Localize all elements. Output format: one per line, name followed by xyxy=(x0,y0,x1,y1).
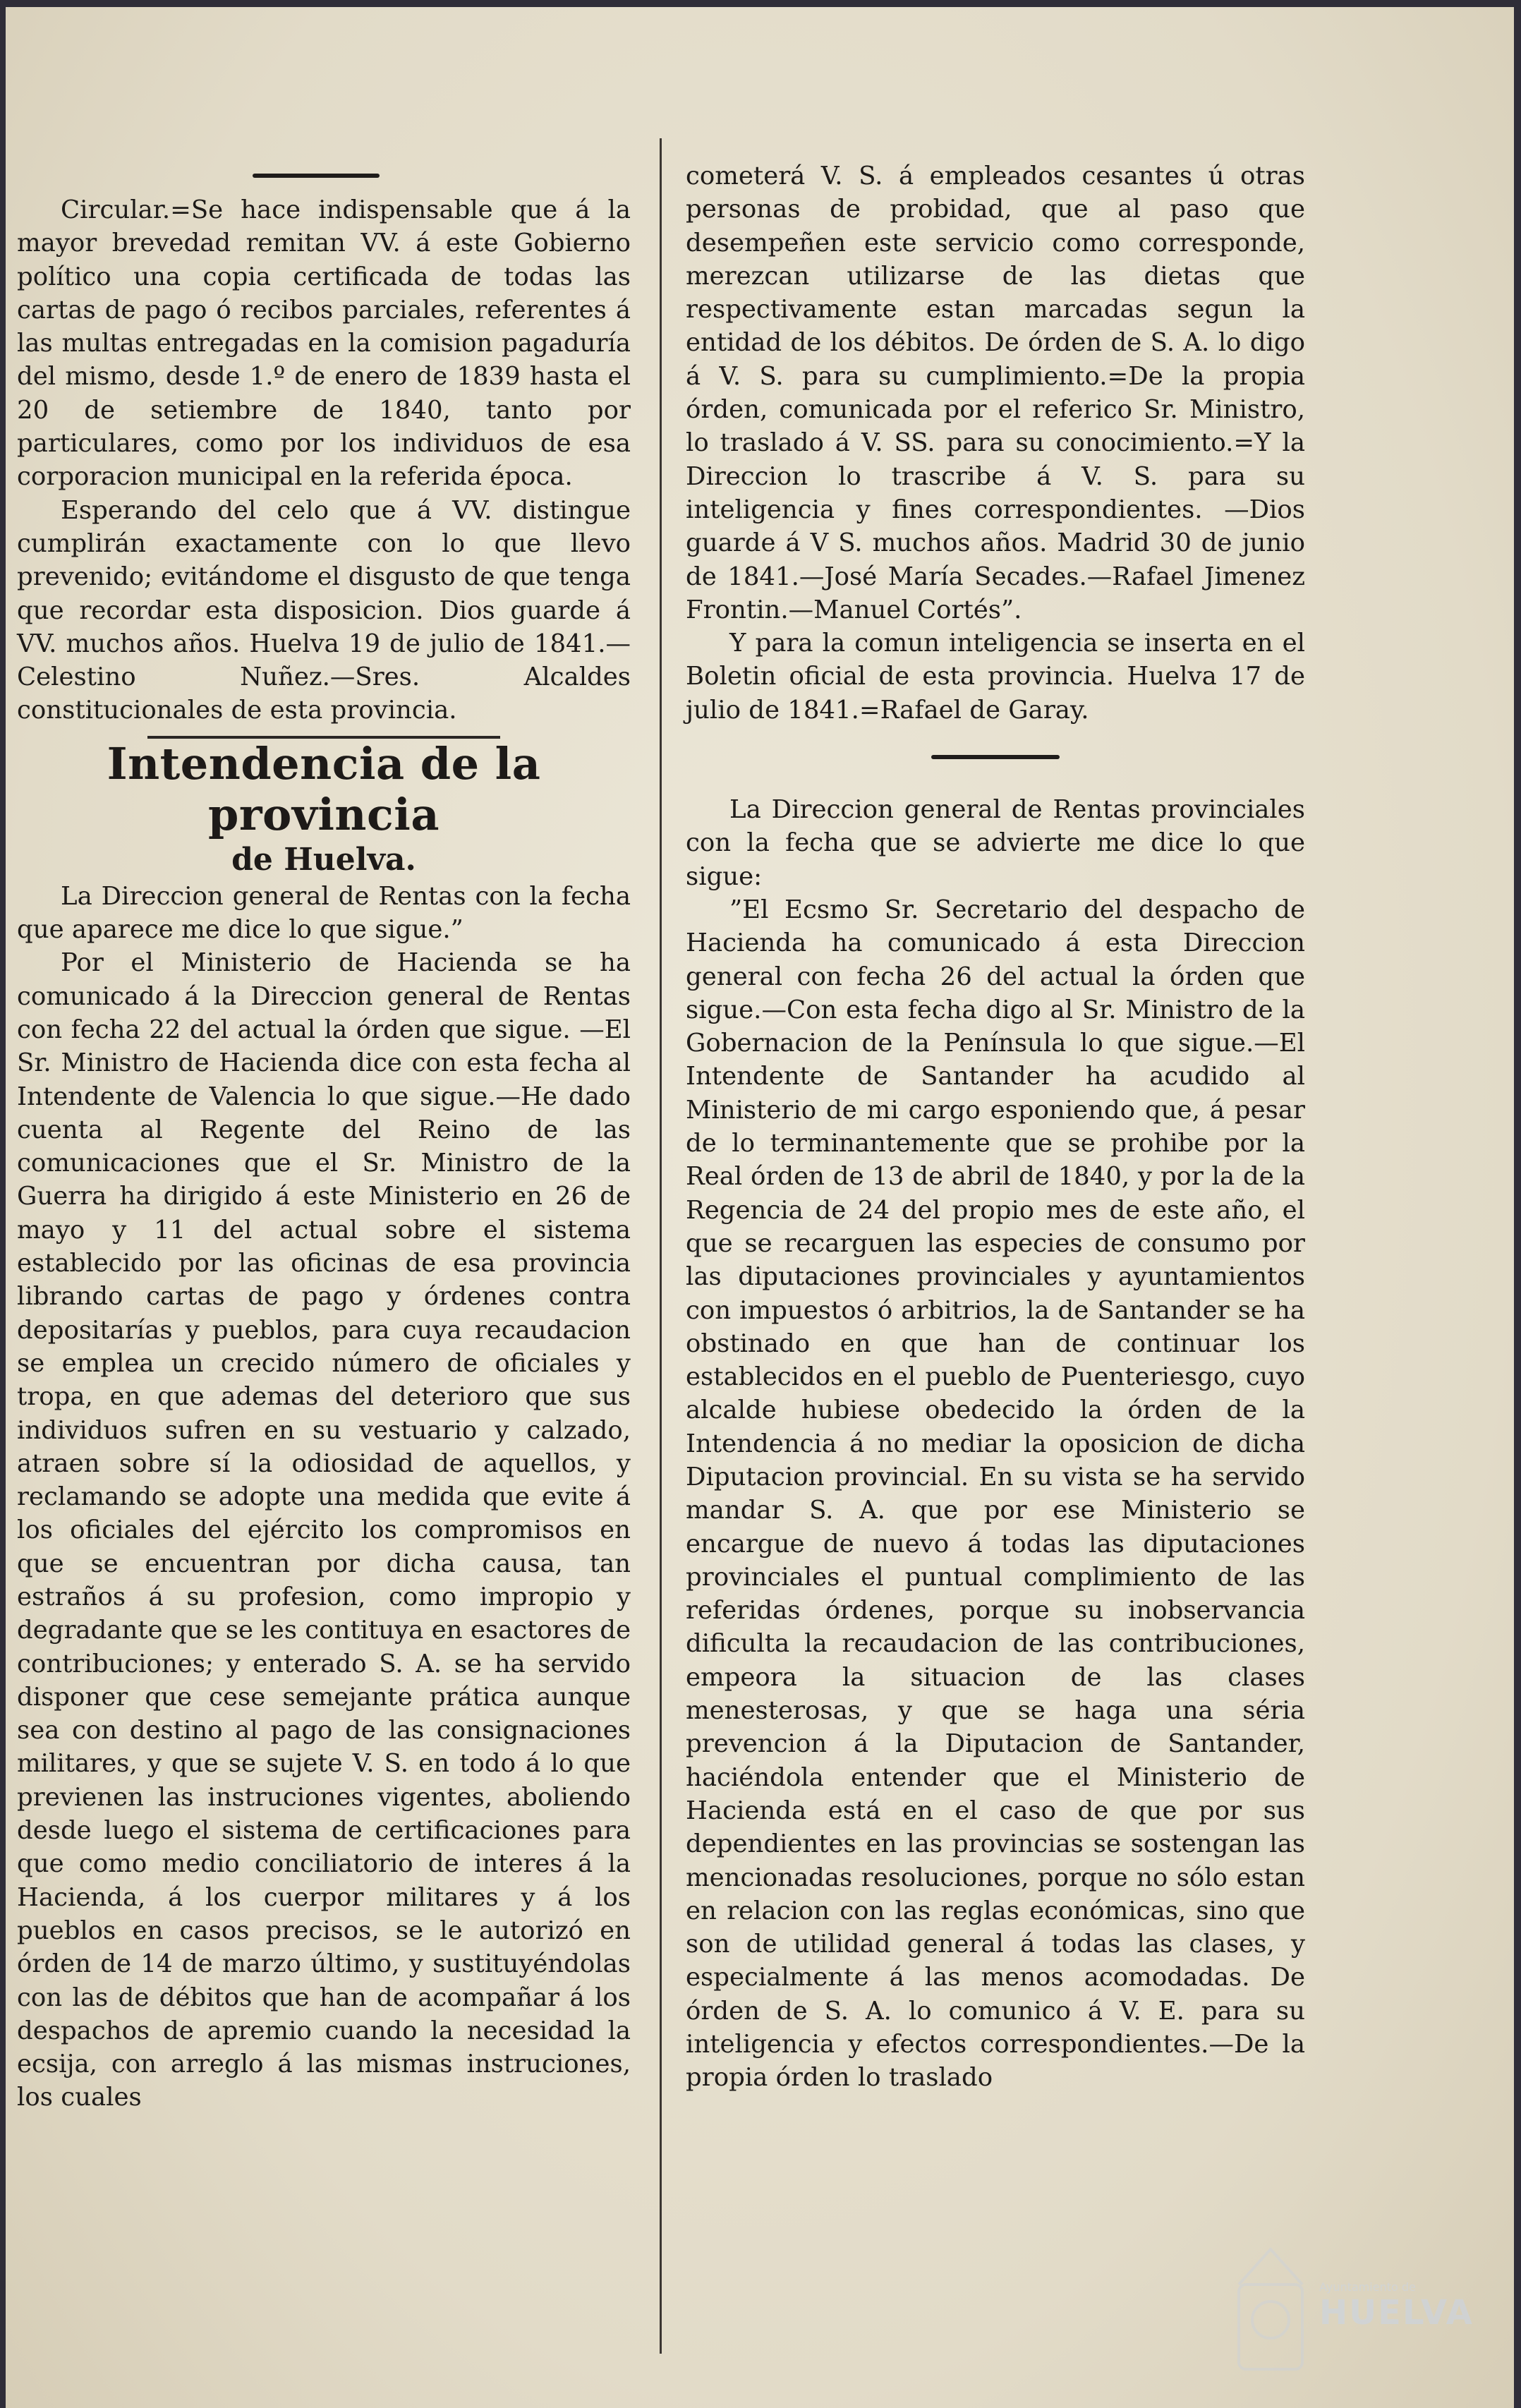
article-rule xyxy=(931,755,1060,759)
watermark-line2: HUELVA xyxy=(1319,2293,1474,2333)
section-subtitle: de Huelva. xyxy=(231,841,416,878)
left-column xyxy=(17,159,631,2114)
right-column xyxy=(686,159,1305,2095)
watermark-text xyxy=(1319,2280,1496,2331)
right-edge xyxy=(1514,0,1521,2408)
left-edge xyxy=(0,0,6,2408)
rentas-order-paragraph: ”El Ecsmo Sr. Secretario del despacho de Hacienda ha comunicado á esta Direccion general con fecha 26 del actual la órden que sigue.—Con esta fecha digo al Sr. Ministro de la Gobernacion de la Península lo que sigue.—El Intendente de Santander ha acudido al Ministerio de mi cargo esponiendo que, á pesar de lo terminantemente que se prohibe por la Real órden de 13 de abril de 1840, y por la de la Regencia de 24 del propio mes de este año, el que se recarguen las especies de consumo por las diputaciones provinciales y ayuntamientos con impuestos ó arbitrios, la de Santander se ha obstinado en que han de continuar los establecidos en el pueblo de Puenteriesgo, cuyo alcalde hubiese obedecido la órden de la Intendencia á no mediar la oposicion de dicha Diputacion provincial. En su vista se ha servido mandar S. A. que por ese Ministerio se encargue de nuevo á todas las diputaciones provinciales el puntual complimiento de las referidas órdenes, porque su inobservancia dificulta la recaudacion de las contribuciones, empeora la situacion de las clases menesterosas, y que se haga una séria prevencion á la Diputacion de Santander, haciéndola entender que el Ministerio de Hacienda está en el caso de que por sus dependientes en las provincias se sostengan las mencionadas resoluciones, porque no sólo estan en relacion con las reglas económicas, sino que son de utilidad general á todas las clases, y especialmente á las menos acomodadas. De órden de S. A. lo comunico á V. E. para su inteligencia y efectos correspondientes.—De la propia órden lo traslado xyxy=(686,895,1305,2093)
watermark-line1: Ayuntamiento de xyxy=(1319,2280,1416,2294)
closing-paragraph: Esperando del celo que á VV. distingue cumplirán exactamente con lo que llevo prevenido; evitándome el disgusto de que tenga que recordar esta disposicion. Dios guarde á VV. muchos años. Huelva 19 de julio de 1841.—Celestino Nuñez.—Sres. Alcaldes constitucionales de esta provincia. xyxy=(17,495,631,725)
intro-paragraph: La Direccion general de Rentas con la fecha que aparece me dice lo que sigue.” xyxy=(17,881,631,945)
continuation-paragraph: cometerá V. S. á empleados cesantes ú otras personas de probidad, que al paso que desempeñen este servicio como corresponde, merezcan utilizarse de las dietas que respectivamente estan marcadas segun la entidad de los débitos. De órden de S. A. lo digo á V. S. para su cumplimiento.=De la propia órden, comunicada por el referico Sr. Ministro, lo traslado á V. SS. para su conocimiento.=Y la Direccion lo trascribe á V. S. para su inteligencia y fines correspondientes. —Dios guarde á V S. muchos años. Madrid 30 de junio de 1841.—José María Secades.—Rafael Jimenez Frontin.—Manuel Cortés”. xyxy=(686,162,1305,624)
rentas-intro-paragraph: La Direccion general de Rentas provinciales con la fecha que se advierte me dice lo que sigue: xyxy=(686,795,1305,891)
column-divider xyxy=(660,138,662,2354)
ministry-paragraph: Por el Ministerio de Hacienda se ha comunicado á la Direccion general de Rentas con fecha 22 del actual la órden que sigue. —El Sr. Ministro de Hacienda dice con esta fecha al Intendente de Valencia lo que sigue.—He dado cuenta al Regente del Reino de las comunicaciones que el Sr. Ministro de la Guerra ha dirigido á este Ministerio en 26 de mayo y 11 del actual sobre el sistema establecido por las oficinas de esa provincia librando cartas de pago y órdenes contra depositarías y pueblos, para cuya recaudacion se emplea un crecido número de oficiales y tropa, en que ademas del deterioro que sus individuos sufren en su vestuario y calzado, atraen sobre sí la odiosidad de aquellos, y reclamando se adopte una medida que evite á los oficiales del ejército los compromisos en que se encuentran por dicha causa, tan estraños á su profesion, como impropio y degradante que se les contituya en esactores de contribuciones; y enterado S. A. se ha servido disponer que cese semejante prática aunque sea con destino al pago de las consignaciones militares, y que se sujete V. S. en todo á lo que previenen las instruciones vigentes, aboliendo desde luego el sistema de certificaciones para que como medio conciliatorio de interes á la Hacienda, á los cuerpor militares y á los pueblos en casos precisos, se le autorizó en órden de 14 de marzo último, y sustituyéndolas con las de débitos que han de acompañar á los despachos de apremio cuando la necesidad la ecsija, con arreglo á las mismas instruciones, los cuales xyxy=(17,948,631,2112)
section-title: Intendencia de la provincia xyxy=(107,737,541,840)
circular-paragraph: Circular.=Se hace indispensable que á la mayor brevedad remitan VV. á este Gobierno político una copia certificada de todas las cartas de pago ó recibos parciales, referentes á las multas entregadas en la comision pagaduría del mismo, desde 1.º de enero de 1839 hasta el 20 de setiembre de 1840, tanto por particulares, como por los individuos de esa corporacion municipal en la referida época. xyxy=(17,195,631,492)
bulletin-notice-paragraph: Y para la comun inteligencia se inserta en el Boletin oficial de esta provincia. Huelva 17 de julio de 1841.=Rafael de Garay. xyxy=(686,629,1305,725)
top-edge xyxy=(0,0,1521,7)
